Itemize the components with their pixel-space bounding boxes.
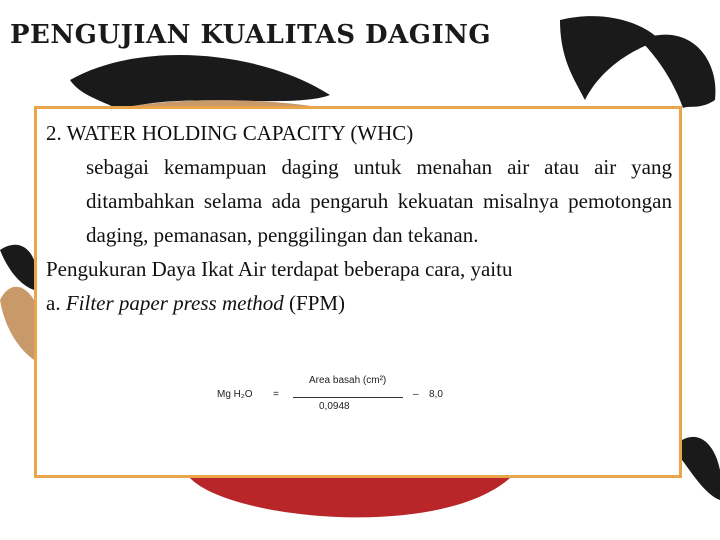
method-a (46, 286, 672, 320)
art-red-bottom (190, 478, 510, 517)
slide-title: PENGUJIAN KUALITAS DAGING (10, 20, 492, 50)
formula-denominator: 0,0948 (319, 401, 350, 412)
art-black-blob-right (640, 35, 716, 108)
formula-operator: – (413, 389, 419, 400)
content-box (34, 106, 682, 478)
method-a-name: Filter paper press method (65, 291, 284, 315)
formula-equals: = (273, 389, 279, 400)
art-dark-bottom-right (682, 437, 720, 500)
method-a-suffix: (FPM) (283, 291, 346, 315)
section-heading: 2. WATER HOLDING CAPACITY (WHC) (46, 121, 414, 145)
methods-intro: Pengukuran Daya Ikat Air terdapat beberapa cara, yaitu (46, 257, 513, 281)
content-text (46, 116, 672, 320)
method-a-prefix: a. (46, 291, 66, 315)
art-tan-left (0, 287, 34, 360)
formula-constant: 8,0 (429, 389, 443, 400)
art-dark-curve-right (560, 16, 660, 100)
formula-numerator: Area basah (cm²) (309, 375, 387, 386)
formula-lhs: Mg H₂O (217, 389, 253, 400)
whc-formula (217, 373, 457, 417)
formula-fraction-bar (293, 397, 403, 398)
definition-paragraph: sebagai kemampuan daging untuk menahan air atau air yang ditambahkan selama ada pengaruh kekuatan misalnya pemotongan daging, pemanasan, penggilingan dan tekanan. (86, 155, 672, 247)
art-dark-left (0, 245, 34, 290)
